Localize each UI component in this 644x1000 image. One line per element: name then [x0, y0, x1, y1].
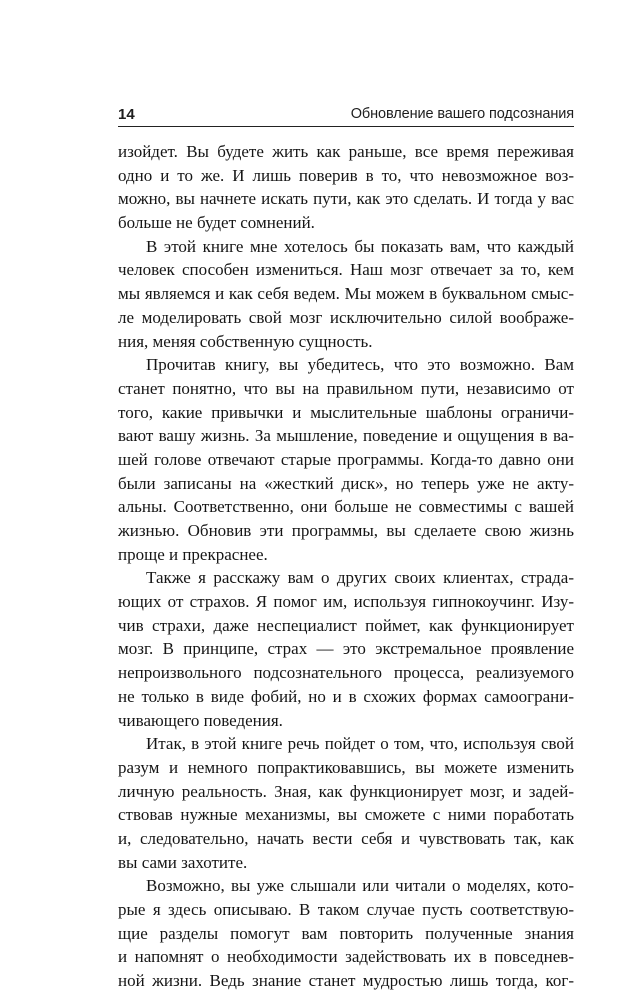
text-line: чивающего поведения.: [118, 710, 283, 730]
text-line: рые я здесь описываю. В таком случае пусть соответствую-: [118, 900, 574, 919]
text-line: Возможно, вы уже слышали или читали о моделях, кото-: [146, 876, 574, 896]
text-line: В этой книге мне хотелось бы показать вам, что каждый: [146, 236, 574, 256]
text-line: Итак, в этой книге речь пойдет о том, что, используя свой: [146, 734, 574, 754]
text-line: и напомнят о необходимости задействовать их в повседнев-: [118, 947, 574, 967]
text-line: человек способен измениться. Наш мозг отвечает за то, кем: [118, 260, 574, 280]
text-line: и, следовательно, начать вести себя и чувствовать так, как: [118, 828, 574, 848]
text-line: ле моделировать свой мозг исключительно силой воображе-: [118, 307, 574, 327]
text-line: ствовав нужные механизмы, вы сможете с ними поработать: [118, 805, 574, 825]
text-line: вают вашу жизнь. За мышление, поведение и ощущения в ва-: [118, 426, 574, 446]
text-line: Прочитав книгу, вы убедитесь, что это возможно. Вам: [146, 355, 574, 375]
text-line: не только в виде фобий, но и в схожих формах самоограни-: [118, 686, 574, 706]
text-line: жизнью. Обновив эти программы, вы сделаете свою жизнь: [118, 521, 574, 540]
page-header: [118, 106, 574, 128]
text-line: изойдет. Вы будете жить как раньше, все время переживая: [118, 142, 574, 161]
body-text: [118, 140, 574, 993]
page-number: 14: [118, 106, 135, 123]
text-line: мы являемся и как себя ведем. Мы можем в буквальном смыс-: [118, 284, 574, 304]
text-line: ния, меняя собственную сущность.: [118, 331, 373, 351]
text-line: можно, вы начнете искать пути, как это сделать. И тогда у вас: [118, 189, 574, 209]
text-line: того, какие привычки и мыслительные шаблоны ограничи-: [118, 402, 574, 422]
text-line: одно и то же. И лишь поверив в то, что невозможное воз-: [118, 165, 574, 185]
text-line: разум и немного попрактиковавшись, вы можете изменить: [118, 757, 574, 777]
text-line: Также я расскажу вам о других своих клиентах, страда-: [146, 568, 574, 588]
text-line: альны. Соответственно, они больше не совместимы с вашей: [118, 497, 574, 517]
text-line: чив страхи, даже неспециалист поймет, как функционирует: [118, 615, 574, 635]
text-line: проще и прекраснее.: [118, 544, 268, 564]
text-line: ющих от страхов. Я помог им, используя гипнокоучинг. Изу-: [118, 592, 574, 612]
text-line: мозг. В принципе, страх — это экстремальное проявление: [118, 639, 574, 659]
header-rule: [118, 126, 574, 127]
text-line: были записаны на «жесткий диск», но теперь уже не акту-: [118, 473, 574, 493]
text-line: вы сами захотите.: [118, 852, 248, 872]
text-line: личную реальность. Зная, как функционирует мозг, и задей-: [118, 781, 574, 801]
text-line: щие разделы помогут вам повторить полученные знания: [118, 923, 574, 943]
running-title: Обновление вашего подсознания: [350, 106, 574, 122]
text-line: больше не будет сомнений.: [118, 213, 315, 233]
text-line: непроизвольного подсознательного процесса, реализуемого: [118, 663, 574, 683]
text-line: шей голове отвечают старые программы. Когда-то давно они: [118, 449, 574, 469]
text-line: станет понятно, что вы на правильном пути, независимо от: [118, 378, 574, 398]
text-line: ной жизни. Ведь знание станет мудростью лишь тогда, ког-: [118, 971, 574, 991]
